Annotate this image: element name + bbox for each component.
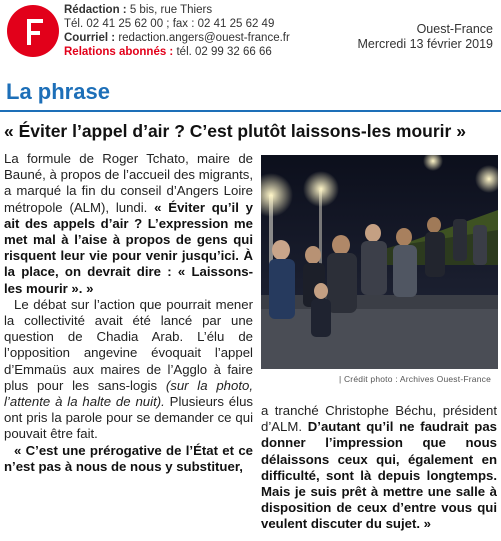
paragraph-3 (4, 443, 253, 475)
article-headline: « Éviter l’appel d’air ? C’est plutôt laissons-les mourir » (4, 121, 466, 141)
paragraph-3-quote: « C’est une prérogative de l’État et ce n’est pas à nous de nous y substituer, (4, 442, 253, 474)
article-column-1 (4, 151, 253, 475)
paragraph-3-continued (261, 403, 497, 533)
paragraph-2-end: Plusieurs élus ont pris la parole pour se demander ce qui pouvait être fait. (4, 394, 253, 442)
redaction-label: Rédaction : (64, 4, 127, 16)
section-divider (0, 110, 501, 112)
paragraph-2 (4, 297, 253, 443)
paragraph-3-quote-2: D’autant qu’il ne faudrait pas donner l’impression que nous délaissons ceux qui, également en difficulté, sont là depuis longtemps. Mais je suis prêt à mettre une salle à disposition de ceux d’entre vous qui veulent discuter du sujet. » (261, 419, 497, 532)
ouest-france-logo (7, 5, 59, 57)
contact-block (64, 3, 290, 59)
newspaper-info (358, 22, 493, 52)
abonnes-value: tél. 02 99 32 66 66 (176, 46, 272, 58)
paragraph-1 (4, 151, 253, 297)
newspaper-name: Ouest-France (416, 22, 493, 36)
photo-credit: | Crédit photo : Archives Ouest-France (339, 374, 492, 384)
phone-line: Tél. 02 41 25 62 00 ; fax : 02 41 25 62 49 (64, 18, 275, 30)
article-photo (261, 155, 498, 369)
redaction-address: 5 bis, rue Thiers (129, 4, 213, 16)
paragraph-1-text: La formule de Roger Tchato, maire de Bauné, à propos de l’accueil des migrants, a marqué la fin du conseil d’Angers Loire métropole (ALM), lundi. (4, 151, 253, 215)
paragraph-2-caption: (sur la photo, l’attente à la halte de nuit). (4, 377, 253, 410)
courriel-value: redaction.angers@ouest-france.fr (118, 32, 290, 44)
paragraph-2-text: Le débat sur l’action que pourrait mener la collectivité avait été lancé par une question de Chadia Arab. L’élu de l’opposition angevine évoquait l’appel d’Emmaüs aux maires de l’Agglo à faire plus pour les sans-logis (4, 296, 253, 393)
abonnes-label: Relations abonnés : (64, 46, 174, 58)
section-title: La phrase (6, 79, 110, 104)
courriel-label: Courriel : (64, 32, 116, 44)
paragraph-3-text: a tranché Christophe Béchu, président d’ALM. (261, 403, 497, 435)
issue-date: Mercredi 13 février 2019 (357, 37, 493, 51)
article-column-2 (261, 403, 497, 533)
paragraph-1-quote: « Éviter qu’il y ait des appels d’air ? L’expression me met mal à l’aise à propos de gens qui risquent leur vie pour venir jusqu’ici. À la place, on devrait dire : « Laissons-les mourir ». » (4, 199, 253, 296)
night-crowd-photo (261, 155, 498, 369)
